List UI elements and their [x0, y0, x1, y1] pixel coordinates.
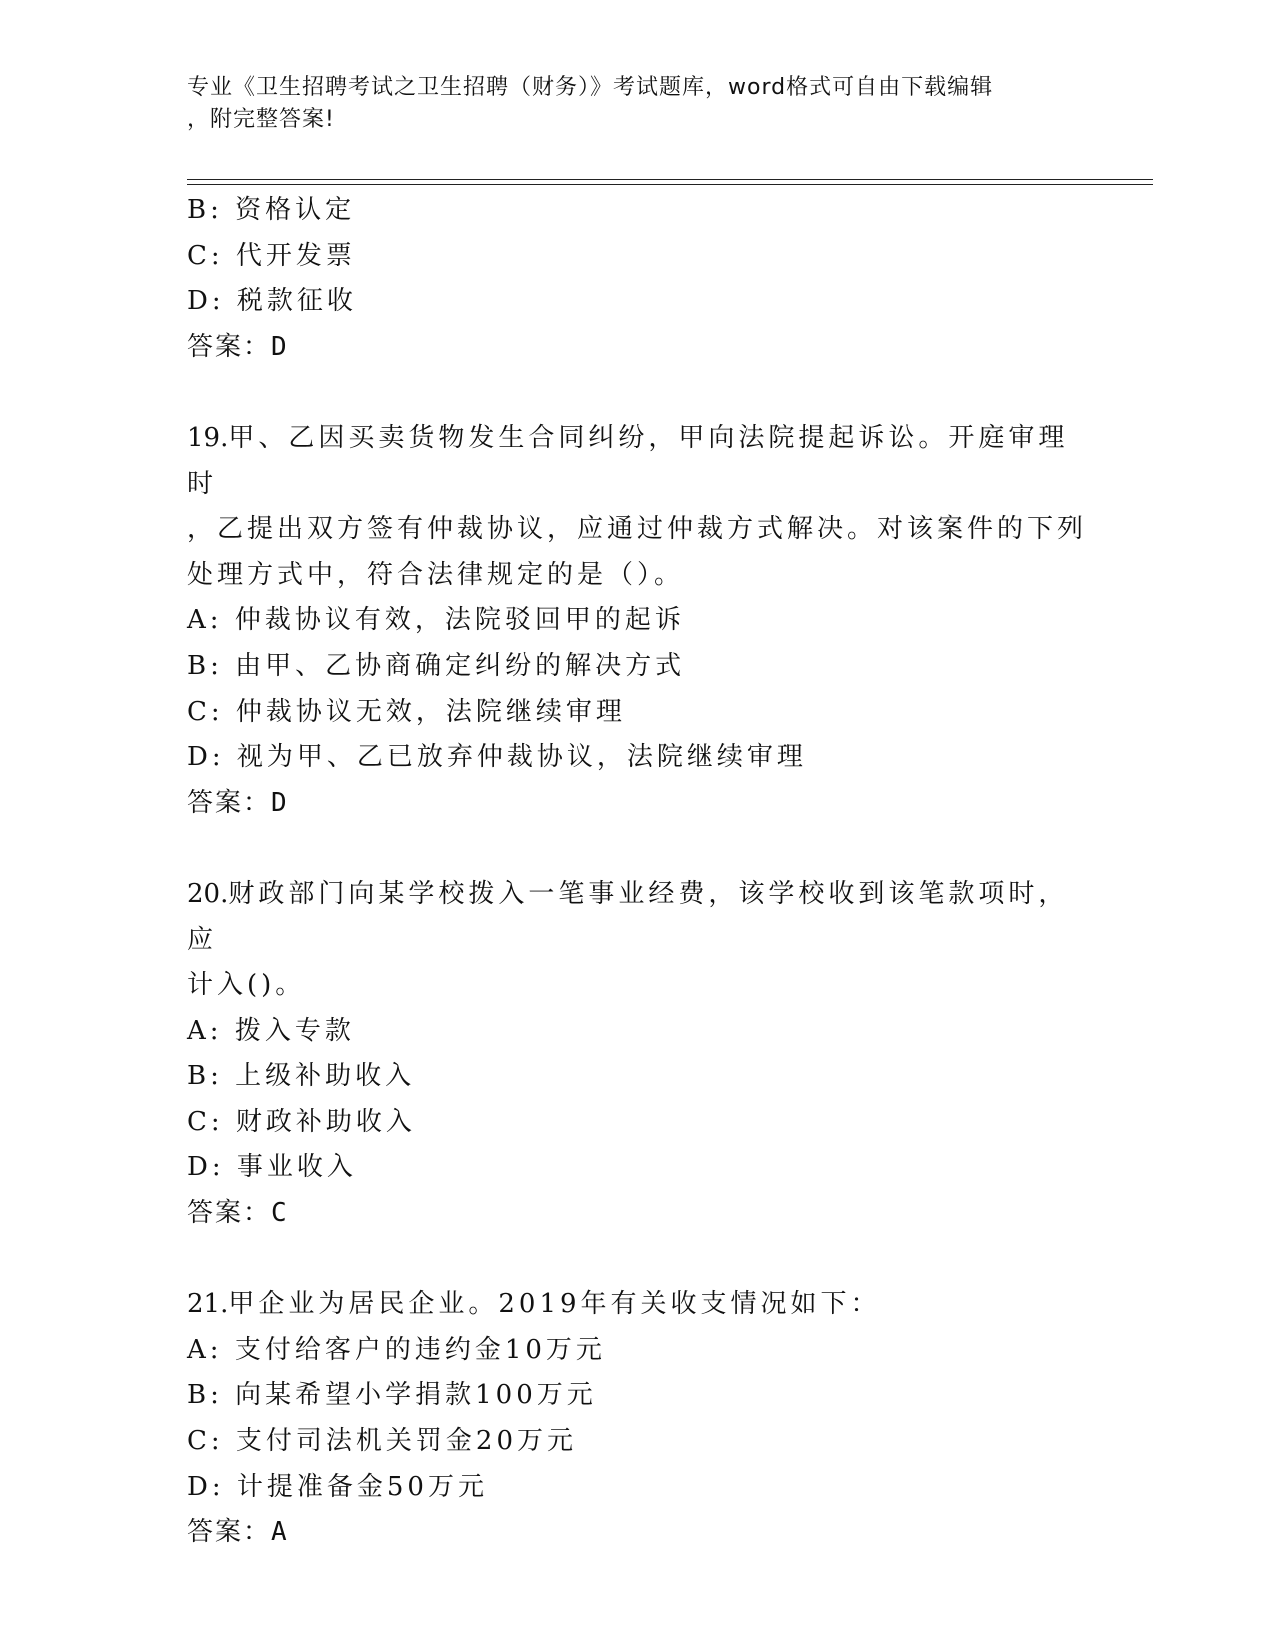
option-b: B: 向某希望小学捐款100万元: [187, 1380, 597, 1411]
question-block-20: [187, 872, 1087, 1237]
option-d: D: 计提准备金50万元: [187, 1471, 488, 1502]
answer-line: 答案：A: [187, 1517, 287, 1548]
option-d: D: 税款征收: [187, 286, 357, 317]
question-stem: 20.财政部门向某学校拨入一笔事业经费，该学校收到该笔款项时，应 计入()。: [187, 878, 1069, 1001]
question-number: 21.: [187, 1289, 229, 1320]
question-stem: 19.甲、乙因买卖货物发生合同纠纷，甲向法院提起诉讼。开庭审理时 ，乙提出双方签有仲裁协议，应通过仲裁方式解决。对该案件的下列 处理方式中，符合法律规定的是（）。: [187, 422, 1088, 590]
option-b: B: 资格认定: [187, 195, 356, 225]
question-block-19: [187, 416, 1087, 826]
option-b: B: 上级补助收入: [187, 1061, 416, 1092]
question-number: 19.: [187, 422, 229, 453]
question-list: [187, 188, 1087, 1556]
question-stem: 21.甲企业为居民企业。2019年有关收支情况如下：: [187, 1289, 881, 1320]
option-a: A: 拨入专款: [187, 1015, 355, 1046]
header-divider-bottom: [187, 184, 1153, 185]
option-c: C: 仲裁协议无效，法院继续审理: [187, 696, 626, 727]
header-divider-top: [187, 179, 1153, 180]
answer-line: 答案：D: [187, 331, 287, 362]
answer-line: 答案：D: [187, 787, 287, 818]
option-c: C: 支付司法机关罚金20万元: [187, 1426, 578, 1457]
question-number: 20.: [187, 878, 229, 909]
option-c: C: 代开发票: [187, 240, 356, 271]
answer-line: 答案：C: [187, 1198, 287, 1229]
header-line-2: ，附完整答案!: [187, 107, 335, 132]
header-line-1: 专业《卫生招聘考试之卫生招聘（财务）》考试题库，word格式可自由下载编辑: [187, 75, 994, 100]
question-block-prev: [187, 188, 1087, 370]
option-b: B: 由甲、乙协商确定纠纷的解决方式: [187, 650, 686, 681]
document-header: [187, 72, 1067, 136]
question-block-21: [187, 1282, 1087, 1556]
option-d: D: 事业收入: [187, 1152, 357, 1183]
option-a: A: 仲裁协议有效，法院驳回甲的起诉: [187, 605, 685, 636]
option-a: A: 支付给客户的违约金10万元: [187, 1334, 606, 1365]
option-c: C: 财政补助收入: [187, 1106, 416, 1137]
option-d: D: 视为甲、乙已放弃仲裁协议，法院继续审理: [187, 742, 807, 773]
